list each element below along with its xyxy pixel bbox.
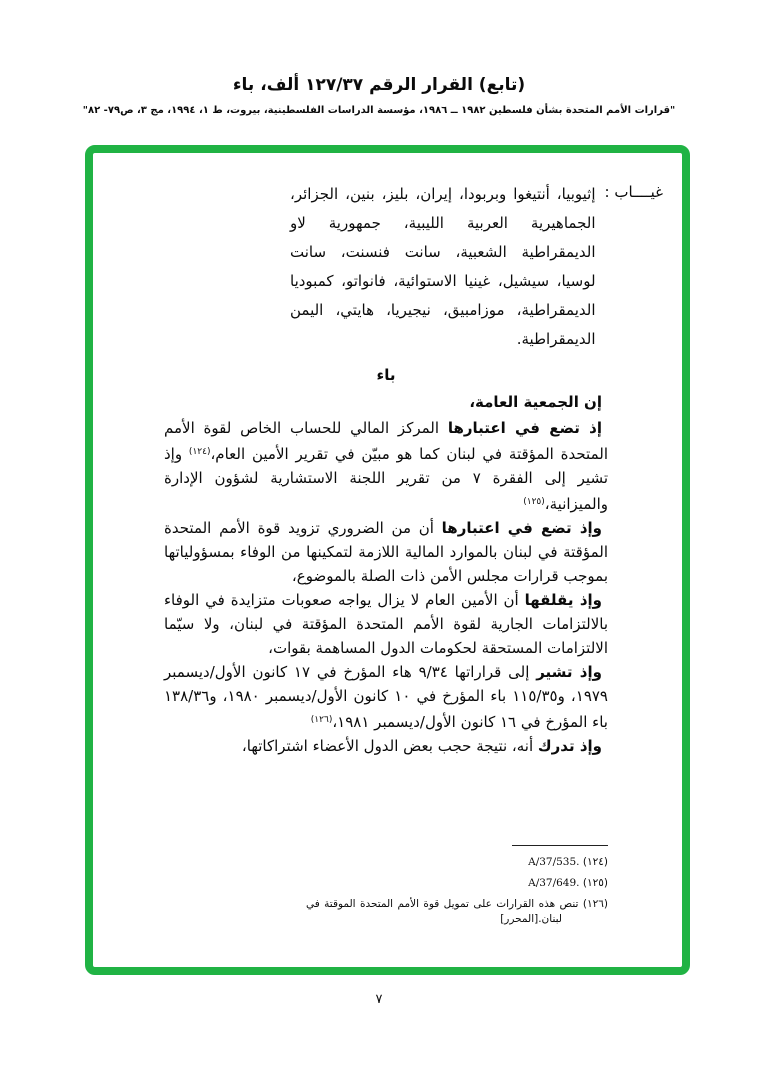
lead-phrase: إذ تضع في اعتبارها	[447, 419, 602, 437]
page-subtitle: "قرارات الأمم المتحدة بشأن فلسطين ١٩٨٢ ــ ١٩٨٦، مؤسسة الدراسات الفلسطينية، بيروت، ط ١، ١٩٩٤، مج ٣، ص٧٩- ٨٢"	[82, 105, 676, 116]
footnote-text: A/37/535.	[528, 856, 580, 868]
footnote-marker: (١٢٥)	[582, 877, 608, 889]
absent-separator: :	[604, 183, 610, 201]
footnote-text: A/37/649.	[528, 877, 580, 889]
preamble-paragraph	[164, 416, 608, 516]
lead-phrase: وإذ تدرك	[537, 737, 602, 755]
footnote-text: تنص هذه القرارات على تمويل قوة الأمم المتحدة الموقتة في لبنان.[المحرر]	[306, 898, 579, 925]
section-label: باء	[376, 366, 396, 384]
paragraph-text: وإذ تشير إلى الفقرة ٧ من تقرير اللجنة الاستشارية لشؤون الإدارة والميزانية،	[164, 445, 608, 513]
absent-section	[290, 180, 663, 354]
paragraph-text: أن من الضروري تزويد قوة الأمم المتحدة المؤقتة في لبنان بالموارد المالية اللازمة لتمكينها من الوفاء بمسؤولياتها بموجب قرارات مجلس الأمن ذات الصلة بالموضوع،	[164, 519, 608, 585]
page-number: ٧	[375, 992, 383, 1007]
page-header	[0, 0, 758, 118]
footnote-ref: (١٢٥)	[523, 497, 545, 507]
resolution-content	[93, 153, 682, 758]
preamble-paragraph	[164, 588, 608, 660]
footnotes	[306, 845, 608, 933]
lead-phrase: وإذ تشير	[536, 663, 602, 681]
lead-phrase: وإذ يقلقها	[524, 591, 602, 609]
footnote	[306, 876, 608, 891]
preamble-paragraphs	[164, 416, 608, 758]
footnote	[306, 855, 608, 870]
footnote-ref: (١٢٦)	[310, 715, 333, 725]
footnote-marker: (١٢٤)	[582, 856, 608, 868]
paragraph-text: إلى قراراتها ٩/٣٤ هاء المؤرخ في ١٧ كانون الأول/ديسمبر ١٩٧٩، و١١٥/٣٥ باء المؤرخ في ١٠ كانون الأول/ديسمبر ١٩٨٠، و١٣٨/٣٦ باء المؤرخ في ١٦ كانون الأول/ديسمبر ١٩٨١،	[164, 663, 608, 731]
preamble-paragraph	[164, 734, 608, 758]
preamble-paragraph	[164, 516, 608, 588]
footnote	[306, 897, 608, 927]
opening-line: إن الجمعية العامة،	[469, 393, 602, 411]
paragraph-text: أنه، نتيجة حجب بعض الدول الأعضاء اشتراكاتها،	[241, 737, 538, 755]
paragraph-text: المركز المالي للحساب الخاص لقوة الأمم المتحدة المؤقتة في لبنان كما هو مبيّن في تقرير الأمين العام،	[164, 419, 608, 463]
resolution-box	[85, 145, 690, 975]
paragraph-text: أن الأمين العام لا يزال يواجه صعوبات متزايدة في الوفاء بالالتزامات الجارية لقوة الأمم المتحدة المؤقتة في لبنان، ولا سيّما الالتزامات المستحقة لحكومات الدول المساهمة بقوات،	[164, 591, 608, 657]
page-title: (تابع) القرار الرقم ١٢٧/٣٧ ألف، باء	[232, 75, 526, 95]
lead-phrase: وإذ تضع في اعتبارها	[441, 519, 603, 537]
absent-states-list: إثيوبيا، أنتيغوا وبربودا، إيران، بليز، بنين، الجزائر، الجماهيرية العربية الليبية، جمهورية لاو الديمقراطية الشعبية، سانت فنسنت، سانت لوسيا، سيشيل، غينيا الاستوائية، فانواتو، كمبوديا الديمقراطية، موزامبيق، نيجيريا، هايتي، اليمن الديمقراطية.	[290, 185, 596, 348]
absent-label: غيــــاب :	[604, 183, 663, 201]
footnote-divider	[512, 845, 608, 846]
footnote-ref: (١٢٤)	[188, 447, 211, 457]
preamble-paragraph	[164, 660, 608, 734]
footnote-marker: (١٢٦)	[582, 898, 608, 910]
